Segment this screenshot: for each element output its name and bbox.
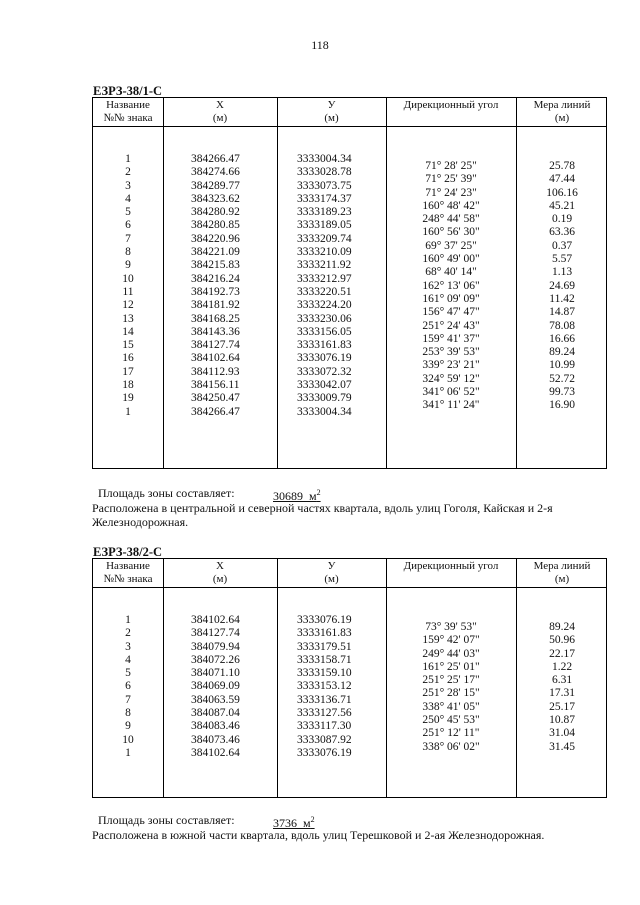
line-lengths-cell: 1.22 <box>551 660 573 673</box>
point-names-cell: 8 <box>125 246 131 259</box>
x-coordinates-cell: 384156.11 <box>191 379 240 392</box>
direction-angles-cell: 160° 56' 30" <box>422 226 480 239</box>
line-lengths-cell: 52.72 <box>549 372 575 385</box>
direction-angles-cell: 248° 44' 58" <box>422 213 480 226</box>
line-lengths-cell: 31.45 <box>549 740 575 753</box>
area-value: 30689 $м^2$ <box>273 488 321 503</box>
line-lengths-cell: 63.36 <box>549 226 575 239</box>
area-value: 3736 $м^2$ <box>273 815 315 830</box>
y-coordinates-cell: 3333072.32 <box>297 365 352 378</box>
column-divider <box>163 559 164 797</box>
y-coordinates-cell: 3333127.56 <box>297 707 352 720</box>
x-coordinates-cell: 384102.64 <box>191 746 240 759</box>
y-coordinates-cell: 3333159.10 <box>297 667 352 680</box>
y-coordinates-cell: 3333004.34 <box>297 153 352 165</box>
y-coordinates-column <box>297 614 352 760</box>
x-coordinates-column <box>191 153 240 419</box>
header-name: Название №№ знака <box>103 99 153 124</box>
point-names-cell: 1 <box>125 153 131 165</box>
x-coordinates-cell: 384192.73 <box>191 285 240 298</box>
x-coordinates-cell: 384323.62 <box>191 192 240 205</box>
coordinates-table <box>92 97 607 469</box>
x-coordinates-cell: 384266.47 <box>191 405 240 418</box>
column-divider <box>277 559 278 797</box>
x-coordinates-cell: 384143.36 <box>191 325 240 338</box>
x-coordinates-cell: 384083.46 <box>191 720 240 733</box>
x-coordinates-cell: 384087.04 <box>191 707 240 720</box>
x-coordinates-cell: 384112.93 <box>191 365 240 378</box>
line-lengths-cell: 17.31 <box>549 687 575 700</box>
direction-angles-cell: 324° 59' 12" <box>422 372 480 385</box>
line-lengths-cell: 0.37 <box>551 239 573 252</box>
x-coordinates-cell: 384280.92 <box>191 206 240 219</box>
direction-angles-cell: 73° 39' 53" <box>425 621 477 633</box>
direction-angles-cell: 71° 25' 39" <box>425 173 477 186</box>
x-coordinates-cell: 384102.64 <box>191 352 240 365</box>
point-names-cell: 9 <box>125 259 131 272</box>
header-y: У (м) <box>324 99 339 124</box>
point-names-cell: 6 <box>125 219 131 232</box>
x-coordinates-cell: 384069.09 <box>191 680 240 693</box>
header-y: У (м) <box>324 560 339 585</box>
point-names-cell: 10 <box>122 272 134 285</box>
x-coordinates-cell: 384181.92 <box>191 299 240 312</box>
point-names-cell: 7 <box>125 232 131 245</box>
x-coordinates-cell: 384216.24 <box>191 272 240 285</box>
direction-angles-cell: 159° 42' 07" <box>422 634 480 647</box>
point-names-cell: 7 <box>125 693 131 706</box>
y-coordinates-cell: 3333189.05 <box>297 219 352 232</box>
x-coordinates-cell: 384127.74 <box>191 627 240 640</box>
point-names-cell: 17 <box>122 365 134 378</box>
line-lengths-cell: 45.21 <box>549 199 575 212</box>
direction-angles-cell: 160° 49' 00" <box>422 253 480 266</box>
x-coordinates-column <box>191 614 240 760</box>
point-names-cell: 9 <box>125 720 131 733</box>
line-lengths-cell: 1.13 <box>551 266 573 279</box>
x-coordinates-cell: 384102.64 <box>191 614 240 626</box>
y-coordinates-cell: 3333189.23 <box>297 206 352 219</box>
point-names-cell: 6 <box>125 680 131 693</box>
point-names-cell: 2 <box>125 166 131 179</box>
point-names-column <box>93 614 163 760</box>
line-lengths-column <box>516 621 608 754</box>
line-lengths-cell: 25.78 <box>549 160 575 172</box>
direction-angles-cell: 341° 11' 24" <box>422 399 480 412</box>
line-lengths-cell: 50.96 <box>549 634 575 647</box>
zone-description: Расположена в южной части квартала, вдоль улиц Терешковой и 2-ая Железнодорожная. <box>92 828 545 842</box>
x-coordinates-cell: 384063.59 <box>191 693 240 706</box>
x-coordinates-cell: 384071.10 <box>191 667 240 680</box>
line-lengths-cell: 11.42 <box>549 292 575 305</box>
point-names-cell: 15 <box>122 339 134 352</box>
header-angle: Дирекционный угол <box>403 99 499 111</box>
point-names-cell: 19 <box>122 392 134 405</box>
point-names-cell: 3 <box>125 640 131 653</box>
y-coordinates-cell: 3333042.07 <box>297 379 352 392</box>
x-coordinates-cell: 384215.83 <box>191 259 240 272</box>
header-angle: Дирекционный угол <box>403 560 499 572</box>
y-coordinates-cell: 3333073.75 <box>297 179 352 192</box>
zone-title: ЕЗРЗ-38/2-С <box>93 545 163 559</box>
line-lengths-cell: 14.87 <box>549 306 575 319</box>
column-divider <box>277 98 278 468</box>
point-names-cell: 13 <box>122 312 134 325</box>
y-coordinates-cell: 3333153.12 <box>297 680 352 693</box>
direction-angles-cell: 156° 47' 47" <box>422 306 480 319</box>
direction-angles-cell: 161° 09' 09" <box>422 292 480 305</box>
y-coordinates-cell: 3333179.51 <box>297 640 352 653</box>
y-coordinates-cell: 3333028.78 <box>297 166 352 179</box>
direction-angles-cell: 339° 23' 21" <box>422 359 480 372</box>
point-names-cell: 3 <box>125 179 131 192</box>
line-lengths-cell: 89.24 <box>549 346 575 359</box>
line-lengths-cell: 5.57 <box>551 253 573 266</box>
y-coordinates-cell: 3333004.34 <box>297 405 352 418</box>
y-coordinates-cell: 3333161.83 <box>297 339 352 352</box>
direction-angles-cell: 249° 44' 03" <box>422 647 480 660</box>
line-lengths-cell: 0.19 <box>551 213 573 226</box>
y-coordinates-cell: 3333087.92 <box>297 733 352 746</box>
y-coordinates-cell: 3333136.71 <box>297 693 352 706</box>
y-coordinates-cell: 3333220.51 <box>297 285 352 298</box>
y-coordinates-cell: 3333076.19 <box>297 614 352 626</box>
point-names-cell: 2 <box>125 627 131 640</box>
line-lengths-cell: 106.16 <box>546 186 578 199</box>
x-coordinates-cell: 384072.26 <box>191 653 240 666</box>
x-coordinates-cell: 384274.66 <box>191 166 240 179</box>
line-lengths-cell: 78.08 <box>549 319 575 332</box>
line-lengths-column <box>516 160 608 413</box>
y-coordinates-cell: 3333076.19 <box>297 352 352 365</box>
direction-angles-cell: 160° 48' 42" <box>422 199 480 212</box>
area-label: Площадь зоны составляет: <box>98 813 235 827</box>
point-names-cell: 5 <box>125 667 131 680</box>
direction-angles-cell: 338° 41' 05" <box>422 700 480 713</box>
y-coordinates-cell: 3333076.19 <box>297 746 352 759</box>
point-names-cell: 5 <box>125 206 131 219</box>
point-names-cell: 4 <box>125 192 131 205</box>
line-lengths-cell: 31.04 <box>549 727 575 740</box>
coordinates-table <box>92 558 607 798</box>
x-coordinates-cell: 384221.09 <box>191 246 240 259</box>
area-line <box>98 486 321 503</box>
line-lengths-cell: 16.90 <box>549 399 575 412</box>
x-coordinates-cell: 384250.47 <box>191 392 240 405</box>
direction-angles-cell: 162° 13' 06" <box>422 279 480 292</box>
x-coordinates-cell: 384220.96 <box>191 232 240 245</box>
point-names-cell: 4 <box>125 653 131 666</box>
header-x: X (м) <box>212 560 228 585</box>
header-length: Мера линий (м) <box>533 560 591 585</box>
point-names-cell: 1 <box>125 405 131 418</box>
y-coordinates-cell: 3333224.20 <box>297 299 352 312</box>
direction-angles-cell: 251° 12' 11" <box>422 727 480 740</box>
point-names-cell: 12 <box>122 299 134 312</box>
point-names-cell: 18 <box>122 379 134 392</box>
x-coordinates-cell: 384168.25 <box>191 312 240 325</box>
point-names-cell: 11 <box>122 285 134 298</box>
line-lengths-cell: 10.99 <box>549 359 575 372</box>
direction-angles-column <box>386 621 516 754</box>
line-lengths-cell: 99.73 <box>549 386 575 399</box>
y-coordinates-cell: 3333158.71 <box>297 653 352 666</box>
line-lengths-cell: 25.17 <box>549 700 575 713</box>
header-length: Мера линий (м) <box>533 99 591 124</box>
y-coordinates-cell: 3333210.09 <box>297 246 352 259</box>
line-lengths-cell: 6.31 <box>551 674 573 687</box>
direction-angles-cell: 250° 45' 53" <box>422 714 480 727</box>
direction-angles-cell: 253° 39' 53" <box>422 346 480 359</box>
line-lengths-cell: 47.44 <box>549 173 575 186</box>
direction-angles-column <box>386 160 516 413</box>
direction-angles-cell: 341° 06' 52" <box>422 386 480 399</box>
y-coordinates-cell: 3333209.74 <box>297 232 352 245</box>
y-coordinates-cell: 3333156.05 <box>297 325 352 338</box>
area-label: Площадь зоны составляет: <box>98 486 235 500</box>
header-name: Название №№ знака <box>103 560 153 585</box>
point-names-column <box>93 153 163 419</box>
point-names-cell: 1 <box>125 614 131 626</box>
direction-angles-cell: 68° 40' 14" <box>425 266 477 279</box>
direction-angles-cell: 159° 41' 37" <box>422 332 480 345</box>
direction-angles-cell: 251° 28' 15" <box>422 687 480 700</box>
direction-angles-cell: 251° 24' 43" <box>422 319 480 332</box>
y-coordinates-cell: 3333212.97 <box>297 272 352 285</box>
area-line <box>98 813 315 830</box>
direction-angles-cell: 251° 25' 17" <box>422 674 480 687</box>
direction-angles-cell: 338° 06' 02" <box>422 740 480 753</box>
y-coordinates-column <box>297 153 352 419</box>
direction-angles-cell: 69° 37' 25" <box>425 239 477 252</box>
zone-description: Расположена в центральной и северной частях квартала, вдоль улиц Гоголя, Кайская и 2-я Железнодорожная. <box>92 501 553 529</box>
x-coordinates-cell: 384079.94 <box>191 640 240 653</box>
line-lengths-cell: 89.24 <box>549 621 575 633</box>
point-names-cell: 16 <box>122 352 134 365</box>
zone-title: ЕЗРЗ-38/1-С <box>93 84 163 98</box>
point-names-cell: 1 <box>125 746 131 759</box>
x-coordinates-cell: 384289.77 <box>191 179 240 192</box>
direction-angles-cell: 71° 28' 25" <box>425 160 477 172</box>
y-coordinates-cell: 3333161.83 <box>297 627 352 640</box>
point-names-cell: 14 <box>122 325 134 338</box>
y-coordinates-cell: 3333211.92 <box>297 259 352 272</box>
line-lengths-cell: 24.69 <box>549 279 575 292</box>
point-names-cell: 10 <box>122 733 134 746</box>
line-lengths-cell: 22.17 <box>549 647 575 660</box>
y-coordinates-cell: 3333009.79 <box>297 392 352 405</box>
x-coordinates-cell: 384073.46 <box>191 733 240 746</box>
y-coordinates-cell: 3333117.30 <box>297 720 352 733</box>
y-coordinates-cell: 3333174.37 <box>297 192 352 205</box>
direction-angles-cell: 161° 25' 01" <box>422 660 480 673</box>
x-coordinates-cell: 384266.47 <box>191 153 240 165</box>
x-coordinates-cell: 384280.85 <box>191 219 240 232</box>
page-number: 118 <box>311 38 329 52</box>
direction-angles-cell: 71° 24' 23" <box>425 186 477 199</box>
column-divider <box>163 98 164 468</box>
y-coordinates-cell: 3333230.06 <box>297 312 352 325</box>
line-lengths-cell: 16.66 <box>549 332 575 345</box>
header-x: X (м) <box>212 99 228 124</box>
line-lengths-cell: 10.87 <box>549 714 575 727</box>
x-coordinates-cell: 384127.74 <box>191 339 240 352</box>
point-names-cell: 8 <box>125 707 131 720</box>
